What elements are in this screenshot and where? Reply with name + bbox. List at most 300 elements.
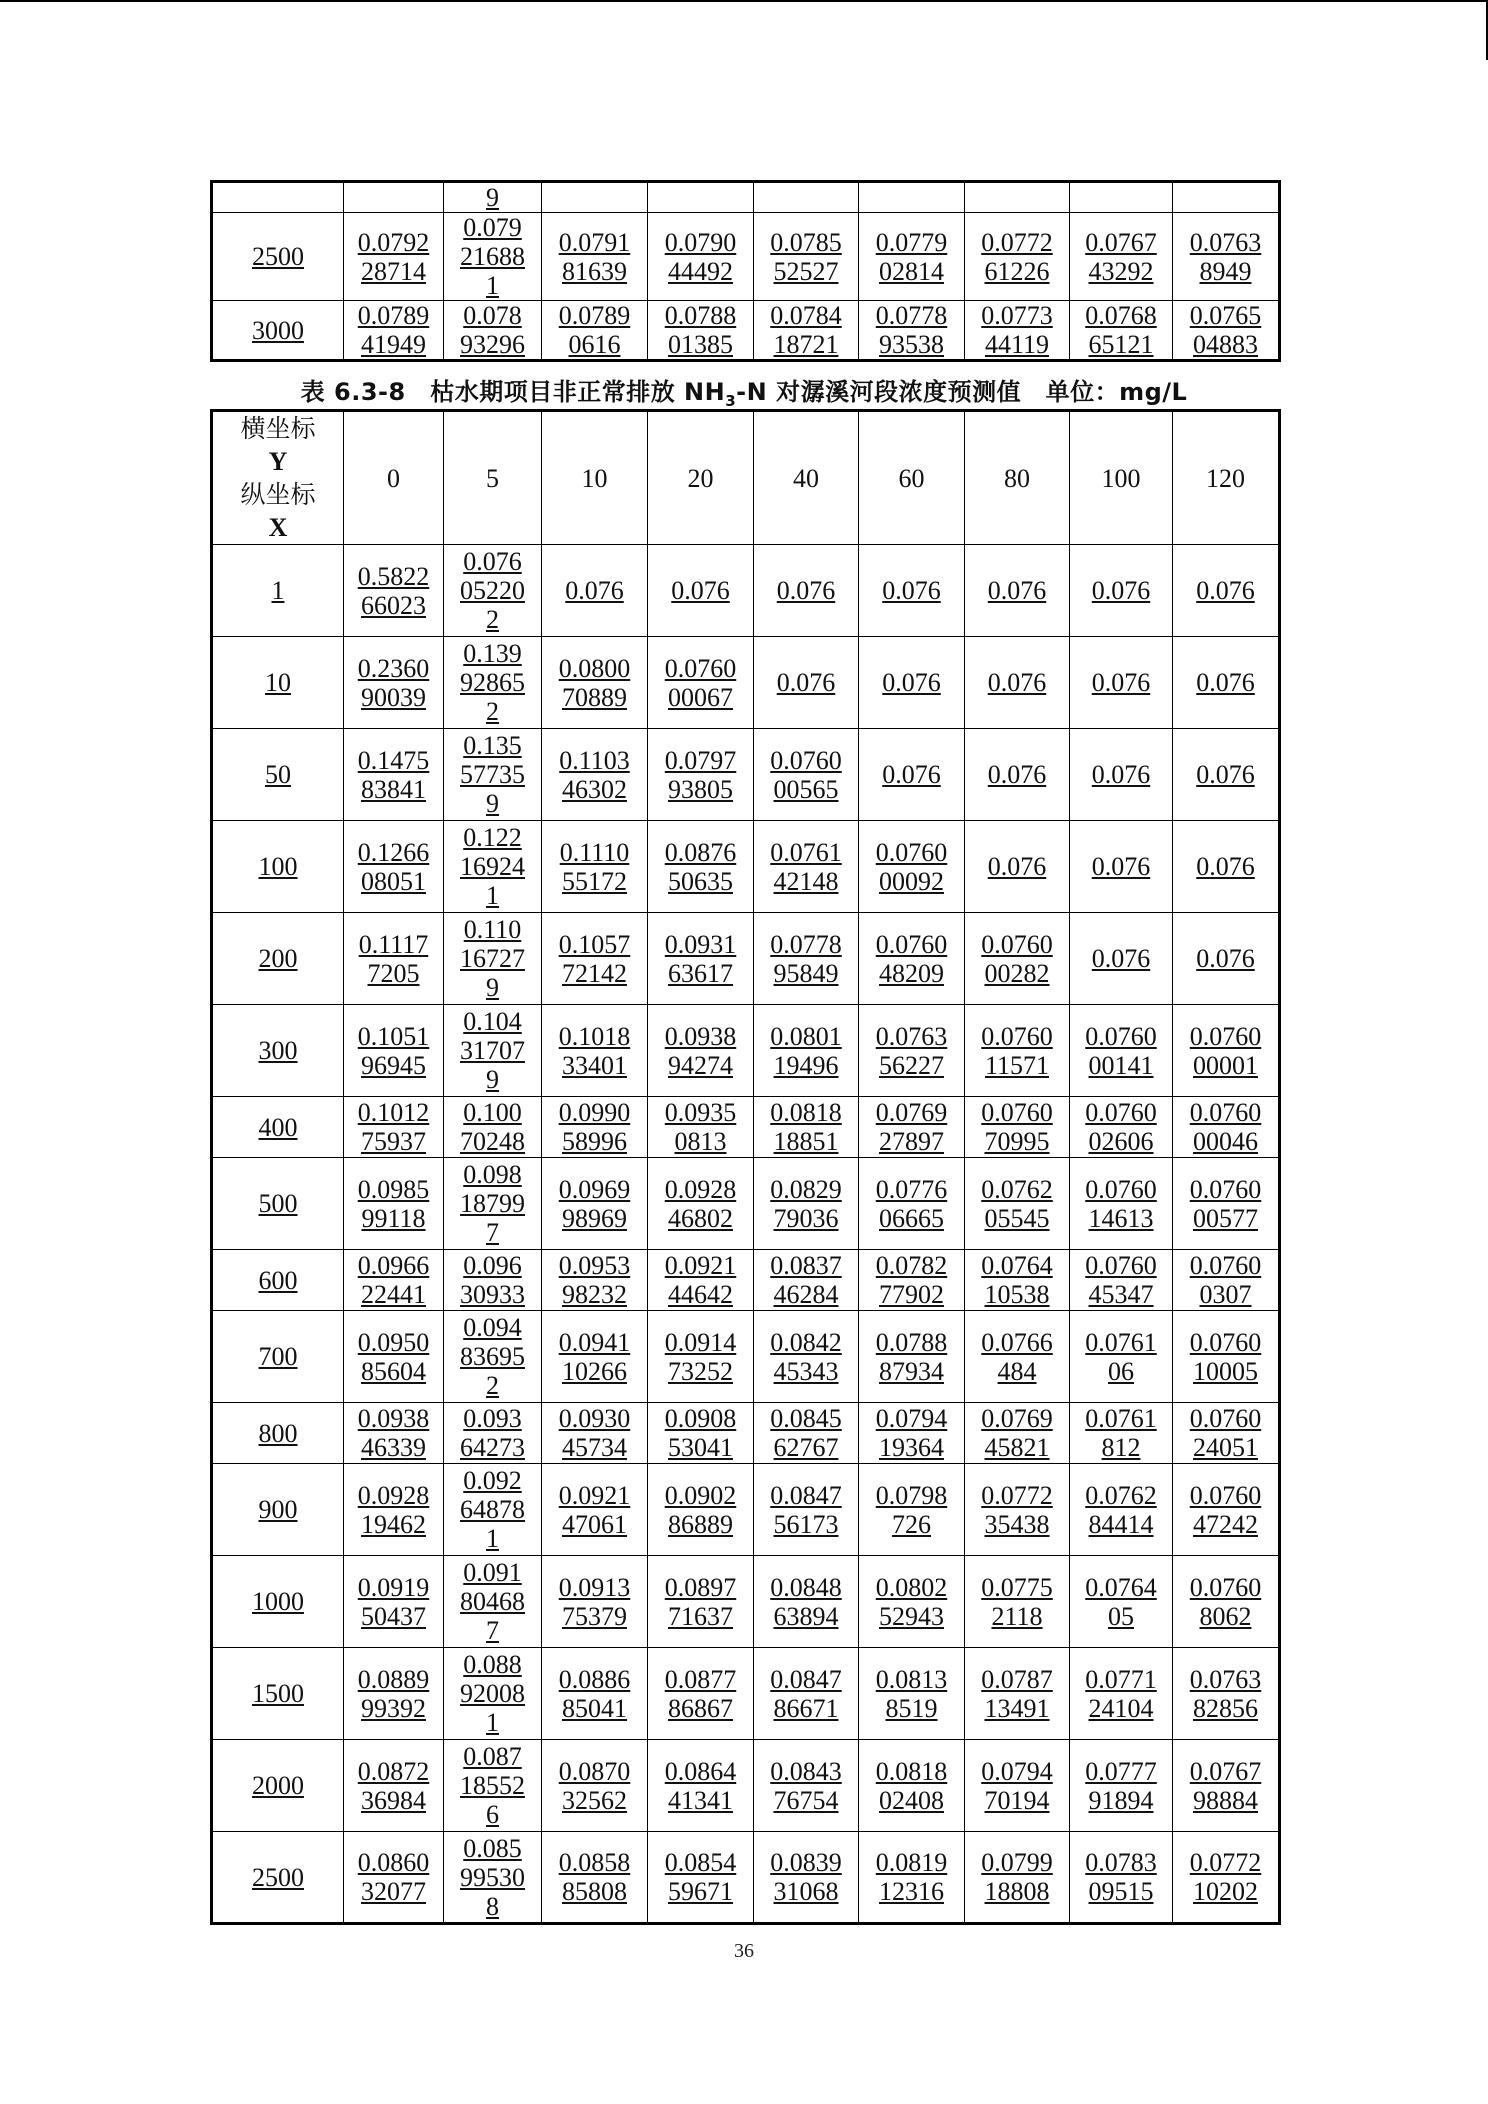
value-cell-text: 0.0799 18808 [981, 1848, 1053, 1906]
value-cell-text: 0.0784 18721 [770, 301, 842, 359]
value-cell [344, 545, 444, 637]
value-cell [1070, 1403, 1173, 1464]
row-x-cell-text: 1000 [252, 1587, 304, 1616]
value-cell [648, 1250, 754, 1311]
value-cell [542, 1648, 648, 1740]
value-cell-text: 0.076 [987, 760, 1047, 789]
value-cell [648, 1311, 754, 1403]
value-cell-text: 0.0760 24051 [1189, 1404, 1262, 1462]
value-cell-text: 0.0829 79036 [770, 1174, 842, 1233]
value-cell-text: 0.0798 726 [875, 1480, 948, 1539]
value-cell-text: 0.0760 00092 [875, 837, 948, 896]
value-cell [1070, 1464, 1173, 1556]
value-cell-text: 0.0953 98232 [558, 1251, 631, 1309]
value-cell [1173, 545, 1280, 637]
row-x-cell [212, 545, 344, 637]
value-cell [542, 821, 648, 913]
value-cell-text: 0.076 [1196, 944, 1255, 973]
value-cell [444, 1648, 542, 1740]
value-cell-text: 0.0760 00577 [1189, 1174, 1262, 1233]
value-cell [754, 1740, 859, 1832]
value-cell-text: 0.0860 32077 [357, 1848, 430, 1906]
column-header-y-40-text: 40 [793, 463, 819, 493]
value-cell-text: 0.0854 59671 [664, 1848, 737, 1906]
value-cell [965, 913, 1070, 1005]
value-cell [648, 182, 754, 213]
value-cell-text: 0.0769 45821 [981, 1404, 1053, 1462]
row-x-cell-text: 900 [258, 1495, 298, 1524]
value-cell [754, 1250, 859, 1311]
value-cell-text: 0.076 [776, 576, 836, 605]
value-cell-text: 0.079 21688 1 [460, 213, 525, 300]
value-cell [754, 821, 859, 913]
value-cell [1070, 1097, 1173, 1158]
value-cell-text: 0.076 [1091, 668, 1151, 697]
column-header-y-10-text: 10 [581, 463, 608, 493]
value-cell-text: 0.0802 52943 [875, 1572, 948, 1631]
axis-y-letter: Y [268, 447, 288, 476]
table-row [212, 545, 1280, 637]
value-cell-text: 0.1057 72142 [558, 929, 631, 988]
value-cell [1070, 182, 1173, 213]
row-x-cell [212, 1158, 344, 1250]
value-cell-text: 0.1110 55172 [559, 837, 630, 896]
value-cell-text: 0.0769 27897 [875, 1098, 948, 1156]
value-cell-text: 0.076 [1196, 852, 1255, 881]
row-x-cell [212, 1740, 344, 1832]
row-x-cell-text: 10 [265, 668, 291, 697]
table-row [212, 1403, 1280, 1464]
table-row [212, 1005, 1280, 1097]
value-cell-text: 0.0771 24104 [1085, 1664, 1157, 1723]
value-cell [444, 182, 542, 213]
value-cell-text: 0.0847 86671 [770, 1664, 842, 1723]
value-cell-text: 0.0785 52527 [770, 227, 842, 286]
value-cell-text: 0.0837 46284 [770, 1251, 842, 1309]
value-cell [542, 182, 648, 213]
value-cell [1070, 729, 1173, 821]
value-cell-text: 0.0797 93805 [664, 745, 737, 804]
value-cell-text: 0.0782 77902 [875, 1251, 948, 1309]
value-cell [754, 545, 859, 637]
table-header-row [212, 411, 1280, 545]
value-cell [1173, 1832, 1280, 1924]
value-cell [648, 1648, 754, 1740]
value-cell-text: 0.0760 0307 [1189, 1251, 1262, 1309]
value-cell-text: 0.0908 53041 [664, 1404, 737, 1462]
value-cell [1070, 637, 1173, 729]
value-cell [444, 1556, 542, 1648]
value-cell [859, 821, 965, 913]
value-cell-text: 0.076 [882, 760, 941, 789]
value-cell [754, 913, 859, 1005]
value-cell [754, 1005, 859, 1097]
value-cell [859, 182, 965, 213]
value-cell-text: 0.076 [1091, 576, 1151, 605]
value-cell-text: 0.0876 50635 [664, 837, 737, 896]
value-cell [542, 729, 648, 821]
value-cell-text: 0.0760 00067 [664, 653, 737, 712]
value-cell-text: 0.0778 93538 [875, 301, 948, 359]
value-cell-text: 0.0760 00141 [1085, 1021, 1157, 1080]
value-cell [648, 913, 754, 1005]
row-x-cell-text: 600 [258, 1265, 298, 1295]
value-cell-text: 0.098 18799 7 [460, 1160, 525, 1247]
value-cell [1070, 1740, 1173, 1832]
value-cell-text: 0.135 57735 9 [460, 731, 525, 818]
value-cell-text: 0.094 83695 2 [460, 1313, 525, 1400]
value-cell-text: 0.0886 85041 [558, 1664, 631, 1723]
value-cell-text: 0.0761 42148 [770, 837, 842, 896]
value-cell [1173, 1311, 1280, 1403]
value-cell [444, 1250, 542, 1311]
value-cell [1173, 1403, 1280, 1464]
column-header-y-0-text: 0 [387, 463, 400, 493]
value-cell [1173, 301, 1280, 361]
value-cell-text: 0.0762 84414 [1085, 1480, 1157, 1539]
value-cell-text: 0.0938 94274 [664, 1021, 737, 1080]
value-cell-text: 0.1475 83841 [357, 745, 430, 804]
value-cell [344, 1556, 444, 1648]
value-cell [859, 913, 965, 1005]
row-x-cell [212, 1097, 344, 1158]
row-x-cell-text: 1500 [252, 1679, 304, 1708]
value-cell [1070, 1648, 1173, 1740]
value-cell-text: 0.0969 98969 [558, 1174, 631, 1233]
value-cell [648, 637, 754, 729]
value-cell [965, 213, 1070, 301]
value-cell [542, 213, 648, 301]
value-cell [1173, 182, 1280, 213]
value-cell-text: 0.0800 70889 [558, 653, 631, 712]
value-cell [648, 1097, 754, 1158]
value-cell-text: 0.0848 63894 [770, 1572, 842, 1631]
continued-table [210, 180, 1281, 362]
value-cell [754, 1556, 859, 1648]
value-cell [859, 545, 965, 637]
value-cell [648, 545, 754, 637]
column-header-y-40 [754, 411, 859, 545]
value-cell-text: 0.0787 13491 [981, 1664, 1053, 1723]
table-row [212, 1648, 1280, 1740]
value-cell-text: 0.0919 50437 [357, 1572, 430, 1631]
value-cell [648, 1556, 754, 1648]
axis-x-label: 纵坐标 [240, 480, 316, 509]
value-cell [648, 1832, 754, 1924]
value-cell [542, 1097, 648, 1158]
value-cell-text: 0.076 [987, 576, 1047, 605]
value-cell [648, 1403, 754, 1464]
value-cell-text: 0.0839 31068 [770, 1848, 842, 1906]
value-cell-text: 0.076 [882, 668, 941, 697]
value-cell-text: 0.0760 48209 [875, 929, 948, 988]
value-cell [859, 1158, 965, 1250]
value-cell-text: 0.0763 82856 [1189, 1664, 1262, 1723]
value-cell-text: 0.0768 65121 [1085, 301, 1157, 359]
value-cell-text: 0.139 92865 2 [460, 639, 525, 726]
value-cell-text: 0.0761 812 [1085, 1404, 1157, 1462]
value-cell [1173, 729, 1280, 821]
value-cell [754, 1832, 859, 1924]
column-header-y-120 [1173, 411, 1280, 545]
table-row [212, 182, 1280, 213]
value-cell-text: 0.0760 00001 [1189, 1021, 1262, 1080]
value-cell [542, 1556, 648, 1648]
value-cell [444, 913, 542, 1005]
value-cell [444, 1158, 542, 1250]
value-cell-text: 0.078 93296 [460, 301, 525, 359]
value-cell-text: 0.076 [987, 668, 1047, 697]
value-cell [1070, 1556, 1173, 1648]
value-cell-text: 0.0921 47061 [558, 1480, 631, 1539]
row-x-cell-text: 800 [258, 1418, 298, 1448]
value-cell [542, 1464, 648, 1556]
value-cell-text: 0.076 [1196, 576, 1255, 605]
row-x-cell-text: 50 [265, 760, 291, 789]
row-x-cell [212, 821, 344, 913]
value-cell-text: 0.0775 2118 [981, 1572, 1053, 1631]
value-cell-text: 0.1012 75937 [357, 1098, 430, 1156]
row-x-cell [212, 1464, 344, 1556]
value-cell [344, 213, 444, 301]
value-cell-text: 0.088 92008 1 [460, 1650, 525, 1737]
value-cell-text: 0.0913 75379 [558, 1572, 631, 1631]
value-cell-text: 0.2360 90039 [357, 653, 430, 712]
value-cell [859, 301, 965, 361]
column-header-y-80-text: 80 [1004, 463, 1030, 493]
column-header-y-0 [344, 411, 444, 545]
value-cell [1070, 913, 1173, 1005]
axis-y-label: 横坐标 [240, 414, 316, 443]
value-cell [965, 301, 1070, 361]
value-cell [648, 1740, 754, 1832]
value-cell-text: 0.0847 56173 [770, 1480, 842, 1539]
value-cell [542, 637, 648, 729]
concentration-table [210, 409, 1281, 1925]
row-x-cell-text: 300 [258, 1036, 298, 1065]
value-cell-text: 0.076 [1196, 668, 1255, 697]
value-cell [1173, 1005, 1280, 1097]
row-x-cell [212, 1403, 344, 1464]
value-cell-text: 0.076 [671, 576, 730, 605]
value-cell [859, 1464, 965, 1556]
value-cell [1173, 637, 1280, 729]
value-cell-text: 0.0760 02606 [1085, 1098, 1157, 1156]
value-cell [344, 1311, 444, 1403]
value-cell-text: 0.0760 70995 [981, 1098, 1053, 1156]
column-header-y-5-text: 5 [486, 463, 499, 493]
value-cell-text: 0.0902 86889 [664, 1480, 737, 1539]
value-cell-text: 0.0760 14613 [1085, 1174, 1157, 1233]
value-cell [1173, 1556, 1280, 1648]
value-cell [754, 1464, 859, 1556]
table-caption: 表 6.3-8 枯水期项目非正常排放 $NH_3-N$ 对潺溪河段浓度预测值 单位：mg/L [300, 378, 1188, 410]
value-cell [1070, 213, 1173, 301]
row-x-cell-text: 500 [258, 1189, 298, 1218]
value-cell [648, 729, 754, 821]
value-cell-text: 0.104 31707 9 [460, 1007, 525, 1094]
value-cell [1173, 913, 1280, 1005]
value-cell-text: 0.0921 44642 [664, 1251, 737, 1309]
value-cell [444, 1005, 542, 1097]
value-cell-text: 0.0845 62767 [770, 1404, 842, 1462]
table-row [212, 821, 1280, 913]
value-cell-text: 0.0990 58996 [558, 1098, 631, 1156]
value-cell-text: 0.0794 19364 [875, 1404, 948, 1462]
value-cell-text: 0.0870 32562 [558, 1756, 631, 1815]
value-cell-text: 0.0935 0813 [664, 1098, 737, 1156]
value-cell [444, 637, 542, 729]
value-cell-text: 0.1018 33401 [558, 1021, 631, 1080]
row-x-cell [212, 729, 344, 821]
value-cell [754, 1158, 859, 1250]
value-cell-text: 0.0783 09515 [1085, 1848, 1157, 1906]
value-cell-text: 0.110 16727 9 [460, 915, 525, 1002]
value-cell-text: 0.091 80468 7 [460, 1558, 525, 1645]
value-cell-text: 0.0788 87934 [875, 1327, 948, 1386]
value-cell-text: 0.0928 19462 [357, 1480, 430, 1539]
value-cell-text: 0.087 18552 6 [460, 1742, 525, 1829]
value-cell [344, 913, 444, 1005]
value-cell [859, 1556, 965, 1648]
value-cell-text: 0.0790 44492 [664, 227, 737, 286]
value-cell-text: 0.1266 08051 [357, 837, 430, 896]
value-cell-text: 0.0772 61226 [981, 227, 1053, 286]
value-cell-text: 0.0760 10005 [1189, 1327, 1262, 1386]
table-row [212, 729, 1280, 821]
value-cell [754, 213, 859, 301]
value-cell [344, 1740, 444, 1832]
value-cell [648, 1005, 754, 1097]
value-cell [344, 182, 444, 213]
value-cell-text: 0.0764 10538 [981, 1251, 1053, 1309]
table-row [212, 1097, 1280, 1158]
table-row [212, 913, 1280, 1005]
value-cell [859, 1311, 965, 1403]
value-cell-text: 0.0791 81639 [558, 227, 631, 286]
value-cell [444, 1311, 542, 1403]
value-cell [344, 1464, 444, 1556]
value-cell-text: 0.0776 06665 [875, 1174, 948, 1233]
value-cell [754, 637, 859, 729]
value-cell-text: 0.0819 12316 [875, 1848, 948, 1906]
value-cell-text: 0.093 64273 [460, 1404, 525, 1462]
column-header-y-100-text: 100 [1101, 463, 1141, 493]
value-cell [542, 545, 648, 637]
value-cell [542, 1403, 648, 1464]
value-cell [965, 182, 1070, 213]
value-cell-text: 0.0760 45347 [1085, 1251, 1157, 1309]
value-cell [965, 1403, 1070, 1464]
value-cell-text: 0.092 64878 1 [460, 1466, 525, 1553]
value-cell-text: 0.0760 00282 [981, 929, 1053, 988]
value-cell [859, 1097, 965, 1158]
value-cell [754, 1311, 859, 1403]
value-cell-text: 0.0772 10202 [1189, 1848, 1262, 1906]
value-cell-text: 0.0763 56227 [875, 1021, 948, 1080]
value-cell [344, 1097, 444, 1158]
column-header-y-60 [859, 411, 965, 545]
value-cell [542, 913, 648, 1005]
value-cell [754, 301, 859, 361]
value-cell [444, 1464, 542, 1556]
value-cell-text: 0.076 [1091, 852, 1151, 881]
value-cell [344, 1005, 444, 1097]
value-cell [1173, 213, 1280, 301]
value-cell-text: 0.0767 98884 [1189, 1756, 1262, 1815]
row-x-cell-text: 2000 [252, 1771, 304, 1800]
value-cell-text: 0.0877 86867 [664, 1664, 737, 1723]
value-cell [344, 637, 444, 729]
value-cell [859, 213, 965, 301]
column-header-y-120-text: 120 [1206, 463, 1245, 493]
value-cell-text: 0.0762 05545 [981, 1174, 1053, 1233]
value-cell-text: 9 [486, 183, 499, 212]
value-cell [965, 1648, 1070, 1740]
value-cell-text: 0.076 [1091, 944, 1151, 973]
value-cell-text: 0.0761 06 [1085, 1327, 1157, 1386]
value-cell-text: 0.0914 73252 [664, 1327, 737, 1386]
table-row [212, 1556, 1280, 1648]
row-x-cell-text: 100 [258, 852, 298, 881]
table-row [212, 637, 1280, 729]
value-cell [1173, 1648, 1280, 1740]
value-cell-text: 0.076 [987, 852, 1047, 881]
value-cell-text: 0.0760 11571 [981, 1021, 1053, 1080]
value-cell [965, 1158, 1070, 1250]
value-cell-text: 0.0773 44119 [981, 301, 1053, 359]
row-x-cell-text: 1 [271, 576, 285, 605]
value-cell [965, 545, 1070, 637]
value-cell [965, 821, 1070, 913]
table-row [212, 1832, 1280, 1924]
axis-x-letter: X [268, 513, 288, 542]
value-cell-text: 0.0872 36984 [357, 1756, 430, 1815]
value-cell [754, 1648, 859, 1740]
row-x-cell [212, 301, 344, 361]
table-row [212, 301, 1280, 361]
value-cell [542, 1740, 648, 1832]
value-cell [1070, 1250, 1173, 1311]
value-cell [1070, 301, 1173, 361]
column-header-y-5 [444, 411, 542, 545]
value-cell [754, 182, 859, 213]
value-cell-text: 0.0930 45734 [558, 1404, 631, 1462]
value-cell-text: 0.0778 95849 [770, 929, 842, 988]
value-cell [1070, 1005, 1173, 1097]
value-cell [1070, 1832, 1173, 1924]
value-cell-text: 0.0813 8519 [875, 1664, 948, 1723]
value-cell [542, 301, 648, 361]
value-cell-text: 0.076 05220 2 [460, 547, 525, 634]
value-cell-text: 0.0938 46339 [357, 1404, 430, 1462]
row-x-cell [212, 1832, 344, 1924]
value-cell [344, 301, 444, 361]
value-cell-text: 0.0764 05 [1085, 1572, 1157, 1631]
value-cell-text: 0.0789 41949 [357, 301, 430, 359]
value-cell-text: 0.0842 45343 [770, 1327, 842, 1386]
column-header-y-100 [1070, 411, 1173, 545]
page-top-border [0, 0, 1488, 2]
row-x-cell-text: 700 [258, 1342, 298, 1371]
value-cell [1173, 1097, 1280, 1158]
value-cell-text: 0.0760 00046 [1189, 1098, 1262, 1156]
value-cell [648, 1158, 754, 1250]
value-cell [1173, 1158, 1280, 1250]
value-cell-text: 0.1117 7205 [358, 929, 429, 988]
value-cell-text: 0.0889 99392 [357, 1664, 430, 1723]
value-cell [542, 1250, 648, 1311]
